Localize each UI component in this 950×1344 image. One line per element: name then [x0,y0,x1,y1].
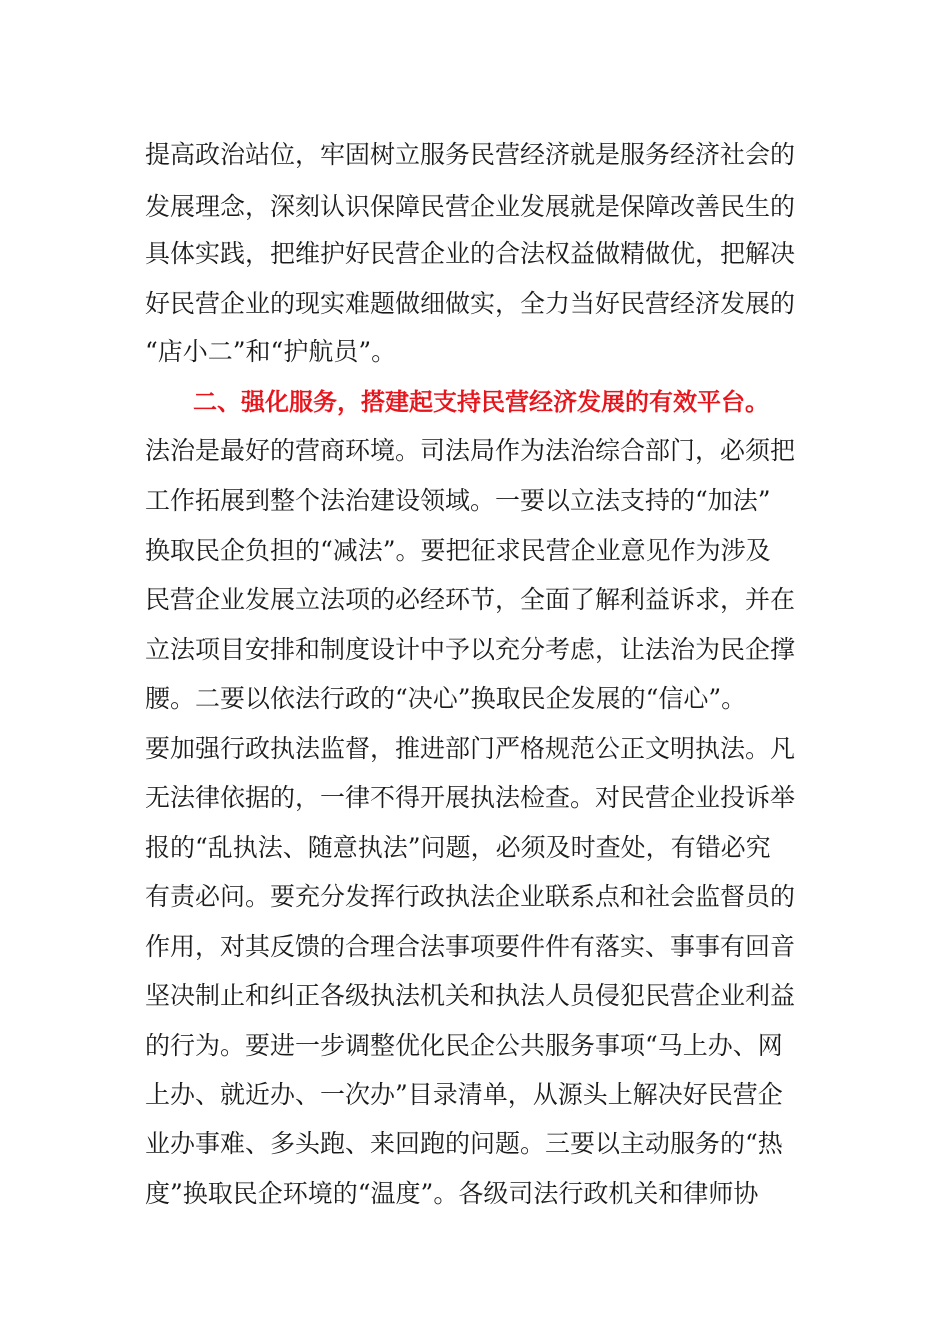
paragraph-line: 的行为。要进一步调整优化民企公共服务事项“马上办、网 [145,1031,783,1060]
paragraph-line: 上办、就近办、一次办”目录清单，从源头上解决好民营企 [145,1080,783,1109]
paragraph-line: 有责必问。要充分发挥行政执法企业联系点和社会监督员的 [145,882,796,911]
paragraph-line: 度”换取民企环境的“温度”。各级司法行政机关和律师协 [145,1179,759,1208]
paragraph-line: 立法项目安排和制度设计中予以充分考虑，让法治为民企撑 [145,635,796,664]
paragraph-line: 提高政治站位，牢固树立服务民营经济就是服务经济社会的 [145,140,796,169]
paragraph-line: 工作拓展到整个法治建设领域。一要以立法支持的“加法” [145,486,771,515]
paragraph-line: 腰。二要以依法行政的“决心”换取民企发展的“信心”。 [145,684,747,713]
paragraph-line: 报的“乱执法、随意执法”问题，必须及时查处，有错必究 [145,833,771,862]
paragraph-line: 换取民企负担的“减法”。要把征求民营企业意见作为涉及 [145,536,771,565]
paragraph-line: 坚决制止和纠正各级执法机关和执法人员侵犯民营企业利益 [145,981,796,1010]
paragraph-line: 要加强行政执法监督，推进部门严格规范公正文明执法。凡 [145,734,796,763]
paragraph-line: 民营企业发展立法项的必经环节，全面了解利益诉求，并在 [145,585,796,614]
paragraph-line: 作用，对其反馈的合理合法事项要件件有落实、事事有回音 [145,932,796,961]
paragraph-line: 具体实践，把维护好民营企业的合法权益做精做优，把解决 [145,239,796,268]
section-heading: 二、强化服务，搭建起支持民营经济发展的有效平台。 [193,388,769,416]
paragraph-line: “店小二”和“护航员”。 [145,337,397,366]
paragraph-line: 法治是最好的营商环境。司法局作为法治综合部门，必须把 [145,436,796,465]
paragraph-line: 好民营企业的现实难题做细做实，全力当好民营经济发展的 [145,289,796,318]
paragraph-line: 发展理念，深刻认识保障民营企业发展就是保障改善民生的 [145,192,796,221]
paragraph-line: 业办事难、多头跑、来回跑的问题。三要以主动服务的“热 [145,1129,783,1158]
paragraph-line: 无法律依据的，一律不得开展执法检查。对民营企业投诉举 [145,783,796,812]
